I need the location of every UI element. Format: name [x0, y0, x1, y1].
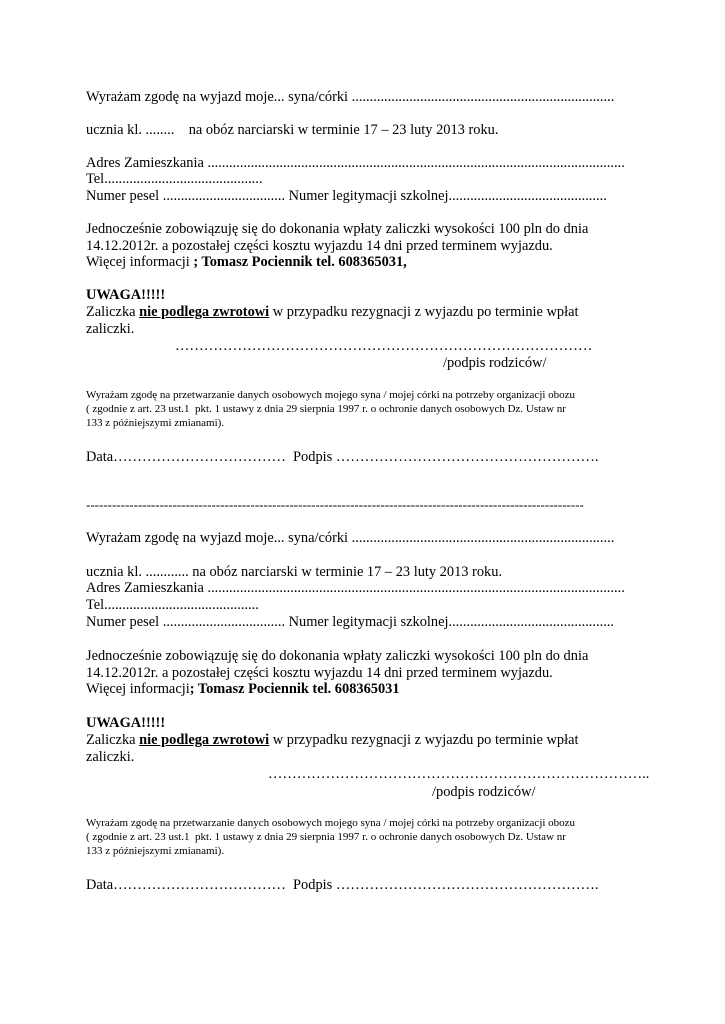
gdpr-line-2: ( zgodnie z art. 23 ust.1 pkt. 1 ustawy z dnia 29 sierpnia 1997 r. o ochronie danych osobowych Dz. Ustaw nr [86, 831, 566, 843]
address-line: Adres Zamieszkania .................................................................................................................... [86, 580, 625, 596]
payment-line-1: Jednocześnie zobowiązuję się do dokonania wpłaty zaliczki wysokości 100 pln do dnia [86, 221, 589, 237]
warning-title [86, 715, 165, 732]
gdpr-line-2: ( zgodnie z art. 23 ust.1 pkt. 1 ustawy z dnia 29 sierpnia 1997 r. o ochronie danych osobowych Dz. Ustaw nr [86, 403, 566, 415]
payment-line-2: 14.12.2012r. a pozostałej części kosztu wyjazdu 14 dni przed terminem wyjazdu. [86, 665, 553, 681]
tel-line: Tel........................................... [86, 597, 259, 613]
pesel-line: Numer pesel .................................. Numer legitymacji szkolnej.............................................. [86, 614, 614, 630]
info-line [86, 254, 407, 271]
info-contact: ; Tomasz Pociennik tel. 608365031 [189, 681, 400, 697]
signature-dots: …………………………………………………………………………… [175, 338, 593, 354]
warning-line-2: zaliczki. [86, 749, 135, 765]
warning-bold: nie podlega zwrotowi [139, 304, 270, 320]
warning-bold: nie podlega zwrotowi [139, 732, 270, 748]
address-line: Adres Zamieszkania .................................................................................................................... [86, 155, 625, 171]
signature-dots: …………………………………………………………………….. [268, 766, 650, 782]
cut-separator: ------------------------------------------------------------------------------------------------------------------- [86, 497, 584, 512]
warning-prefix: Zaliczka [86, 304, 140, 320]
tel-line: Tel............................................ [86, 171, 263, 187]
warning-suffix: w przypadku rezygnacji z wyjazdu po terminie wpłat [269, 304, 579, 320]
consent-line: Wyrażam zgodę na wyjazd moje... syna/córki ......................................................................... [86, 530, 615, 546]
warning-prefix: Zaliczka [86, 732, 140, 748]
class-line: ucznia kl. ............ na obóz narciarski w terminie 17 – 23 luty 2013 roku. [86, 564, 503, 580]
date-sign-line: Data……………………………… Podpis ………………………………………………. [86, 449, 599, 465]
info-contact: ; Tomasz Pociennik tel. 608365031, [193, 254, 407, 270]
date-sign-line: Data……………………………… Podpis ………………………………………………. [86, 877, 599, 893]
info-prefix: Więcej informacji [86, 681, 190, 697]
signature-label: /podpis rodziców/ [443, 355, 547, 371]
signature-label: /podpis rodziców/ [432, 784, 536, 800]
gdpr-line-1: Wyrażam zgodę na przetwarzanie danych osobowych mojego syna / mojej córki na potrzeby organizacji obozu [86, 817, 576, 829]
gdpr-line-3: 133 z późniejszymi zmianami). [86, 845, 225, 857]
warning-line-2: zaliczki. [86, 321, 135, 337]
warning-line-1 [86, 732, 578, 749]
gdpr-line-3: 133 z późniejszymi zmianami). [86, 417, 225, 429]
gdpr-line-1: Wyrażam zgodę na przetwarzanie danych osobowych mojego syna / mojej córki na potrzeby organizacji obozu [86, 389, 576, 401]
payment-line-1: Jednocześnie zobowiązuję się do dokonania wpłaty zaliczki wysokości 100 pln do dnia [86, 648, 589, 664]
pesel-line: Numer pesel .................................. Numer legitymacji szkolnej............................................ [86, 188, 607, 204]
warning-suffix: w przypadku rezygnacji z wyjazdu po terminie wpłat [269, 732, 579, 748]
info-line [86, 681, 400, 698]
class-line: ucznia kl. ........ na obóz narciarski w terminie 17 – 23 luty 2013 roku. [86, 122, 499, 138]
consent-line: Wyrażam zgodę na wyjazd moje... syna/córki ......................................................................... [86, 89, 615, 105]
warning-title-text: UWAGA!!!!! [86, 287, 166, 303]
warning-title [86, 287, 165, 304]
payment-line-2: 14.12.2012r. a pozostałej części kosztu wyjazdu 14 dni przed terminem wyjazdu. [86, 238, 553, 254]
info-prefix: Więcej informacji [86, 254, 194, 270]
warning-line-1 [86, 304, 578, 321]
warning-title-text: UWAGA!!!!! [86, 715, 166, 731]
